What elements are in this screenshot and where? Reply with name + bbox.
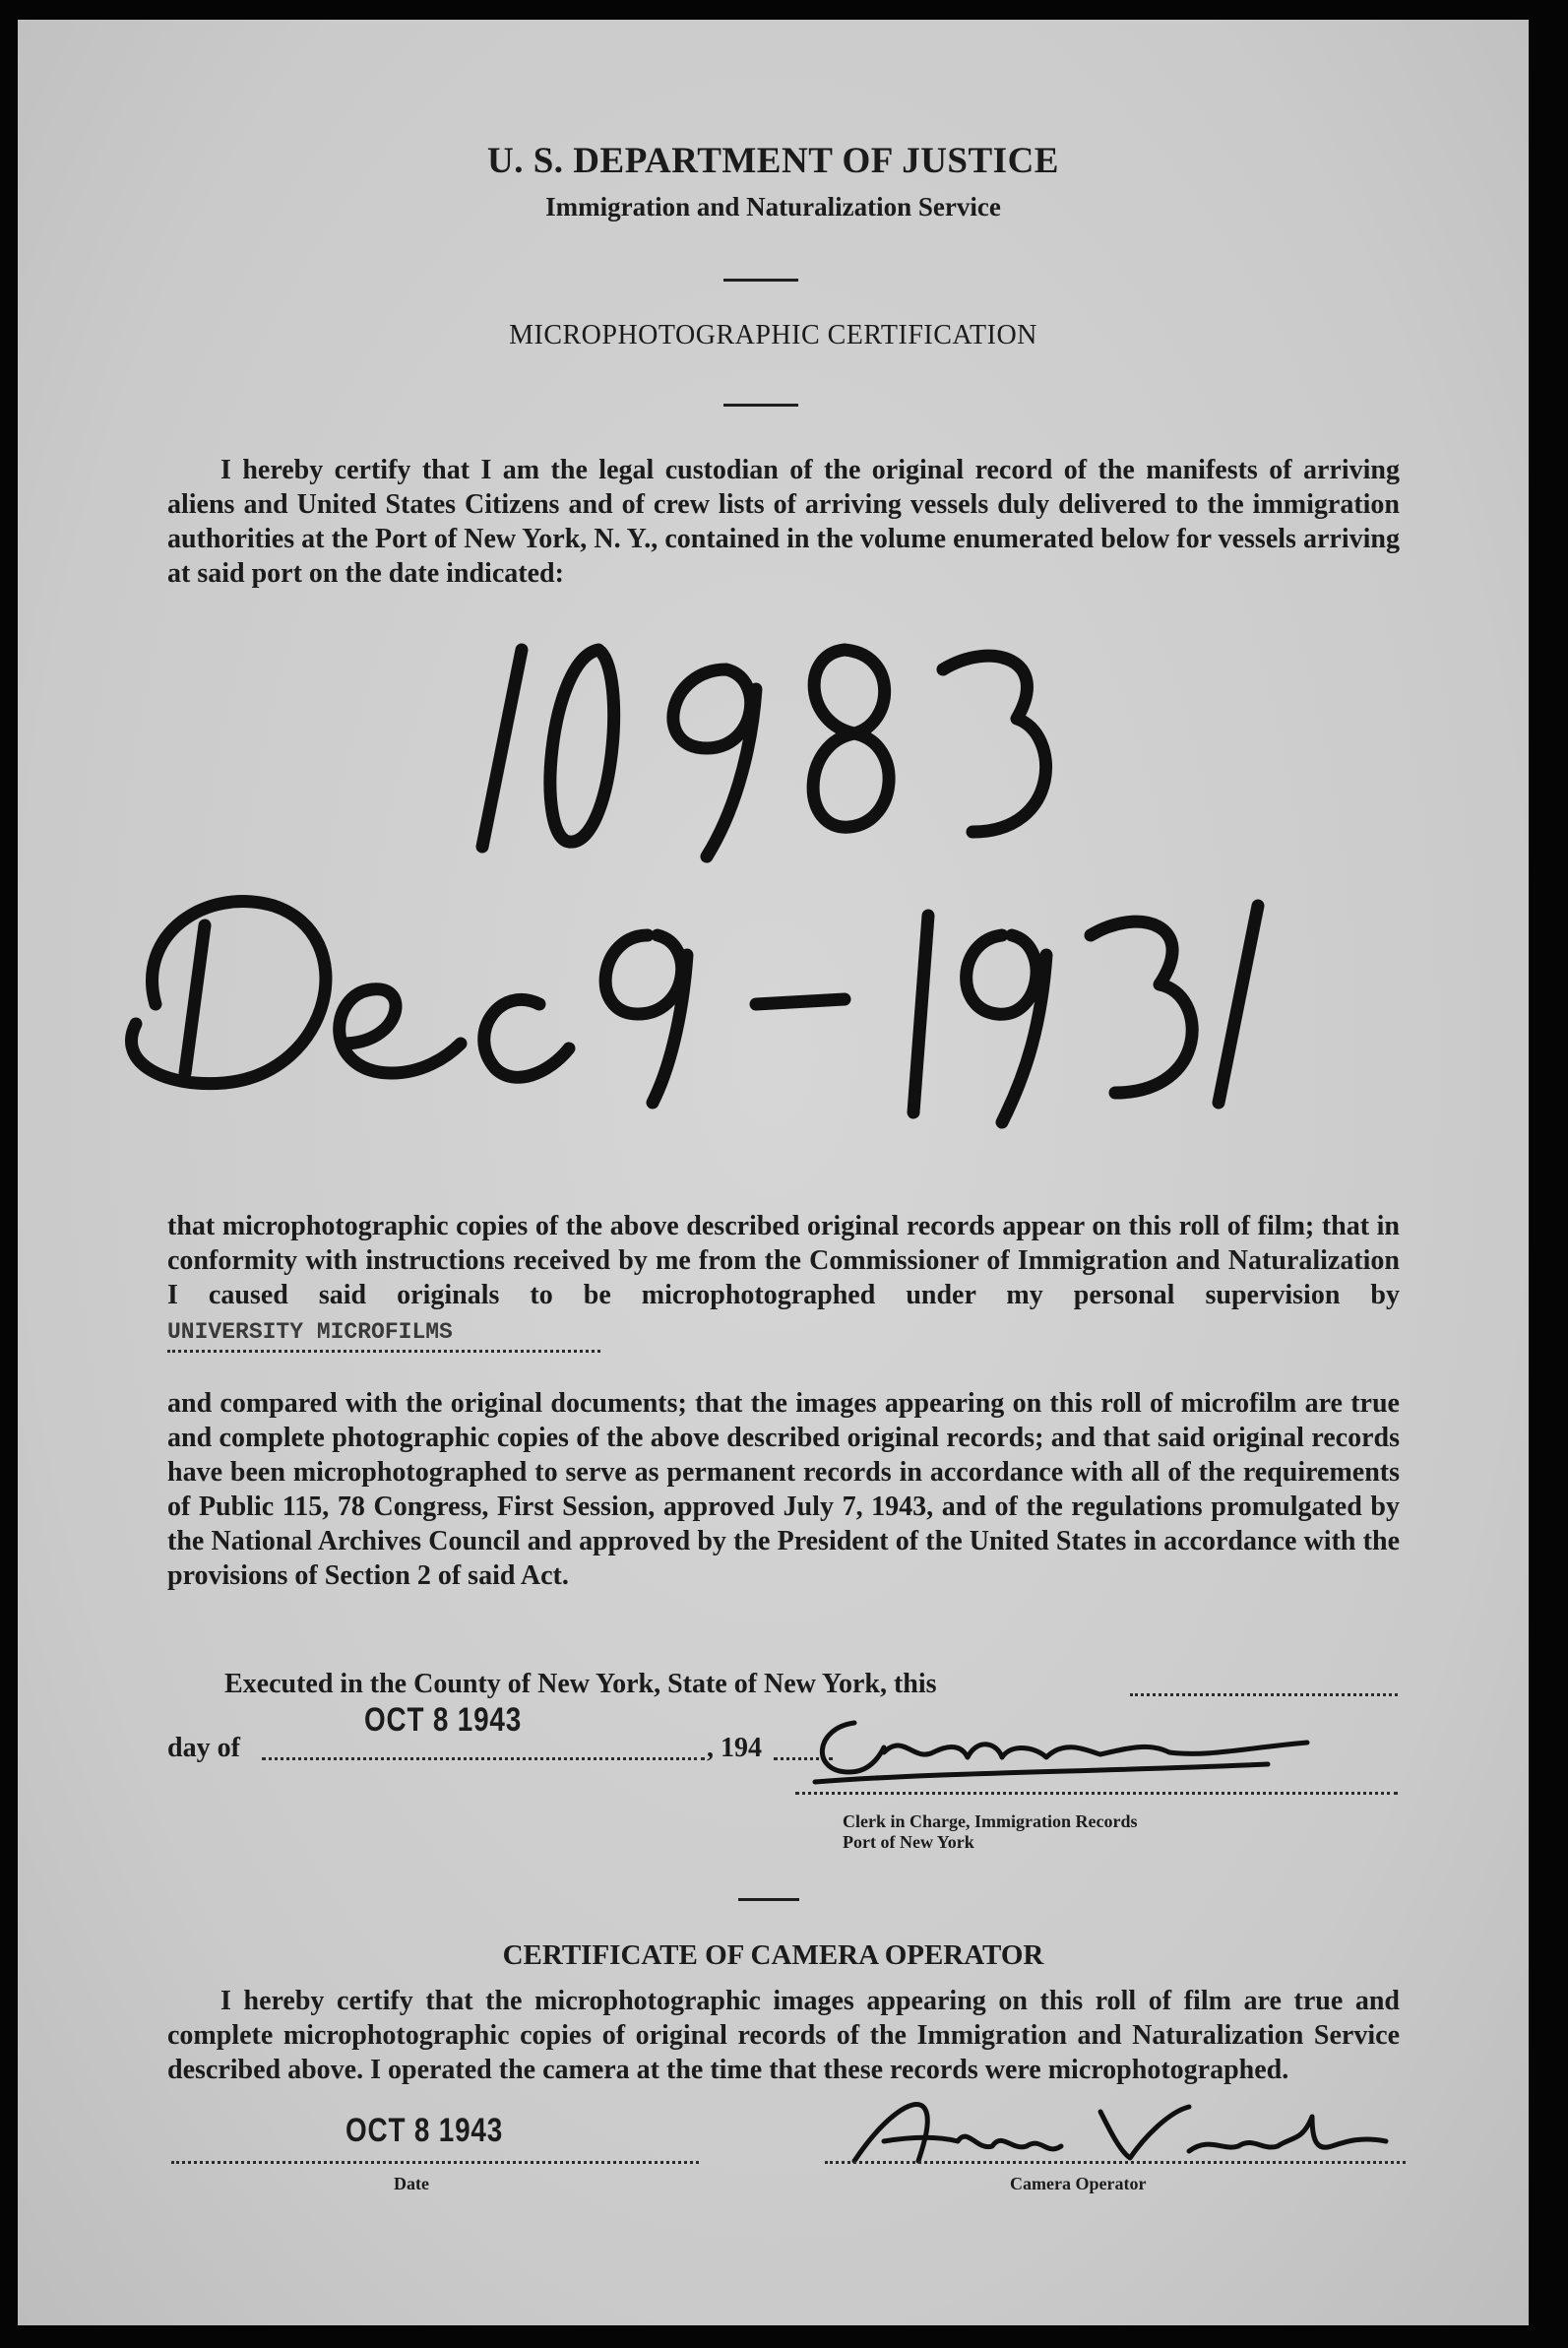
- day-of-label: day of: [167, 1733, 240, 1763]
- service-subheading: Immigration and Naturalization Service: [545, 192, 1001, 222]
- camera-certificate-title: CERTIFICATE OF CAMERA OPERATOR: [502, 1939, 1044, 1971]
- date-label: Date: [394, 2174, 429, 2193]
- certificate-sheet: [18, 20, 1529, 2325]
- camera-operator-line: [825, 2161, 1406, 2164]
- date-line: [171, 2161, 699, 2164]
- handwritten-volume-and-date: [77, 610, 1356, 1162]
- executed-day-blank: [1130, 1693, 1398, 1696]
- day-of-blank: [262, 1757, 705, 1760]
- supervision-text: that microphotographic copies of the above described original records appear on this roll of film; that in conformity with instructions received by me from the Commissioner of Immigration and Naturalization I caused said originals to be microphotographed under my personal supervision by: [167, 1211, 1400, 1310]
- camera-date-stamp: OCT 8 1943: [345, 2112, 504, 2149]
- supervised-by-typed: UNIVERSITY MICROFILMS: [167, 1315, 600, 1353]
- year-prefix: , 194: [707, 1733, 762, 1763]
- supervision-paragraph-part2: and compared with the original documents; that the images appearing on this roll of microfilm are true and complete photographic copies of the above described original records; and that said original records have been microphotographed to serve as permanent records in accordance with all of the requirements of Public 115, 78 Congress, First Session, approved July 7, 1943, and of the regulations promulgated by the National Archives Council and approved by the President of the United States in accordance with the provisions of Section 2 of said Act.: [167, 1388, 1400, 1591]
- camera-operator-signature: [845, 2097, 1396, 2176]
- custodian-paragraph: I hereby certify that I am the legal custodian of the original record of the manifests of arriving aliens and United States Citizens and of crew lists of arriving vessels duly delivered to the immigration authorities at the Port of New York, N. Y., contained in the volume enumerated below for vessels arriving at said port on the date indicated:: [167, 455, 1400, 589]
- clerk-caption: [843, 1811, 1137, 1853]
- camera-operator-label: Camera Operator: [1010, 2174, 1147, 2193]
- clerk-signature-line: [795, 1792, 1398, 1795]
- clerk-port: Port of New York: [843, 1832, 974, 1852]
- supervision-paragraph-part1: [167, 1209, 1400, 1353]
- executed-line: [224, 1667, 937, 1701]
- divider: [723, 404, 798, 407]
- certification-title: MICROPHOTOGRAPHIC CERTIFICATION: [509, 320, 1037, 350]
- clerk-signature: [795, 1703, 1327, 1797]
- executed-text: Executed in the County of New York, State of New York, this: [224, 1669, 937, 1699]
- clerk-title: Clerk in Charge, Immigration Records: [843, 1811, 1138, 1831]
- clerk-date-stamp: OCT 8 1943: [364, 1701, 523, 1739]
- camera-operator-paragraph: I hereby certify that the microphotographic images appearing on this roll of film are true and complete microphotographic copies of original records of the Immigration and Naturalization Service described above. I operated the camera at the time that these records were microphotographed.: [167, 1986, 1400, 2085]
- divider: [738, 1898, 799, 1901]
- divider: [723, 279, 798, 282]
- department-heading: U. S. DEPARTMENT OF JUSTICE: [487, 141, 1059, 181]
